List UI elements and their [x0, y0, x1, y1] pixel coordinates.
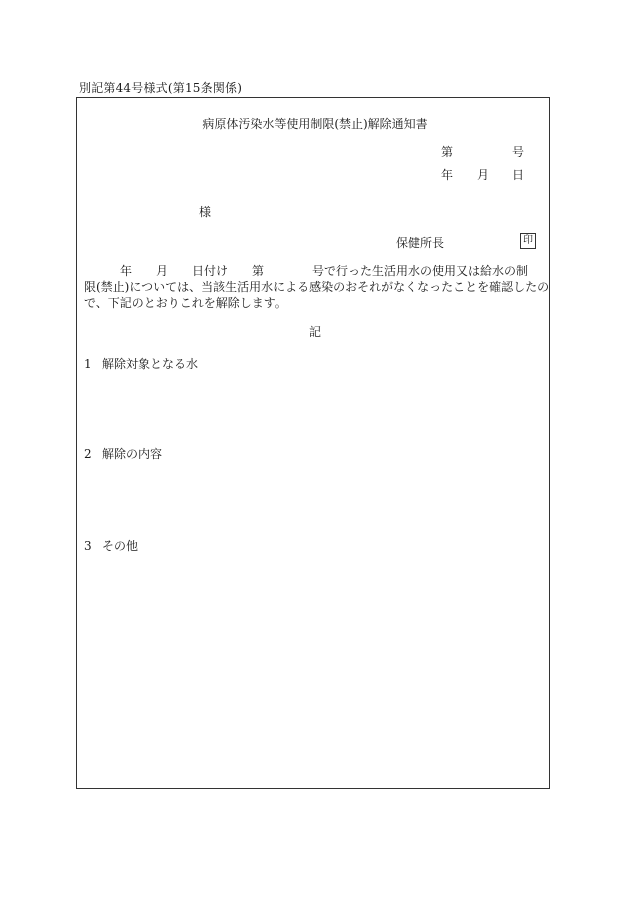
document-number-prefix: 第	[441, 145, 454, 159]
notice-body	[84, 263, 550, 311]
section-number: 3	[84, 539, 92, 553]
notice-body-line-3: で、下記のとおりこれを解除します。	[84, 296, 287, 310]
section-target-water	[84, 355, 198, 372]
document-number-suffix: 号	[512, 145, 525, 159]
section-label: 解除対象となる水	[102, 357, 199, 371]
notice-body-line-2: 限(禁止)については、当該生活用水による感染のおそれがなくなったことを確認したの	[84, 280, 550, 294]
section-number: 1	[84, 357, 92, 371]
section-number: 2	[84, 447, 92, 461]
form-number-label: 別記第44号様式(第15条関係)	[79, 81, 243, 95]
section-cancellation-details	[84, 445, 162, 462]
document-title: 病原体汚染水等使用制限(禁止)解除通知書	[202, 117, 428, 131]
date-day-label: 日	[512, 168, 525, 182]
ki-heading: 記	[308, 325, 321, 339]
notice-body-line-1: 年 月 日付け 第 号で行った生活用水の使用又は給水の制	[84, 264, 529, 278]
sender-title: 保健所長	[396, 236, 445, 250]
section-label: その他	[102, 539, 139, 553]
form-frame	[76, 97, 550, 789]
seal-mark: 印	[520, 233, 536, 249]
section-other	[84, 537, 138, 554]
date-year-label: 年	[441, 168, 454, 182]
addressee-honorific: 様	[199, 205, 212, 219]
section-label: 解除の内容	[102, 447, 163, 461]
date-month-label: 月	[477, 168, 490, 182]
